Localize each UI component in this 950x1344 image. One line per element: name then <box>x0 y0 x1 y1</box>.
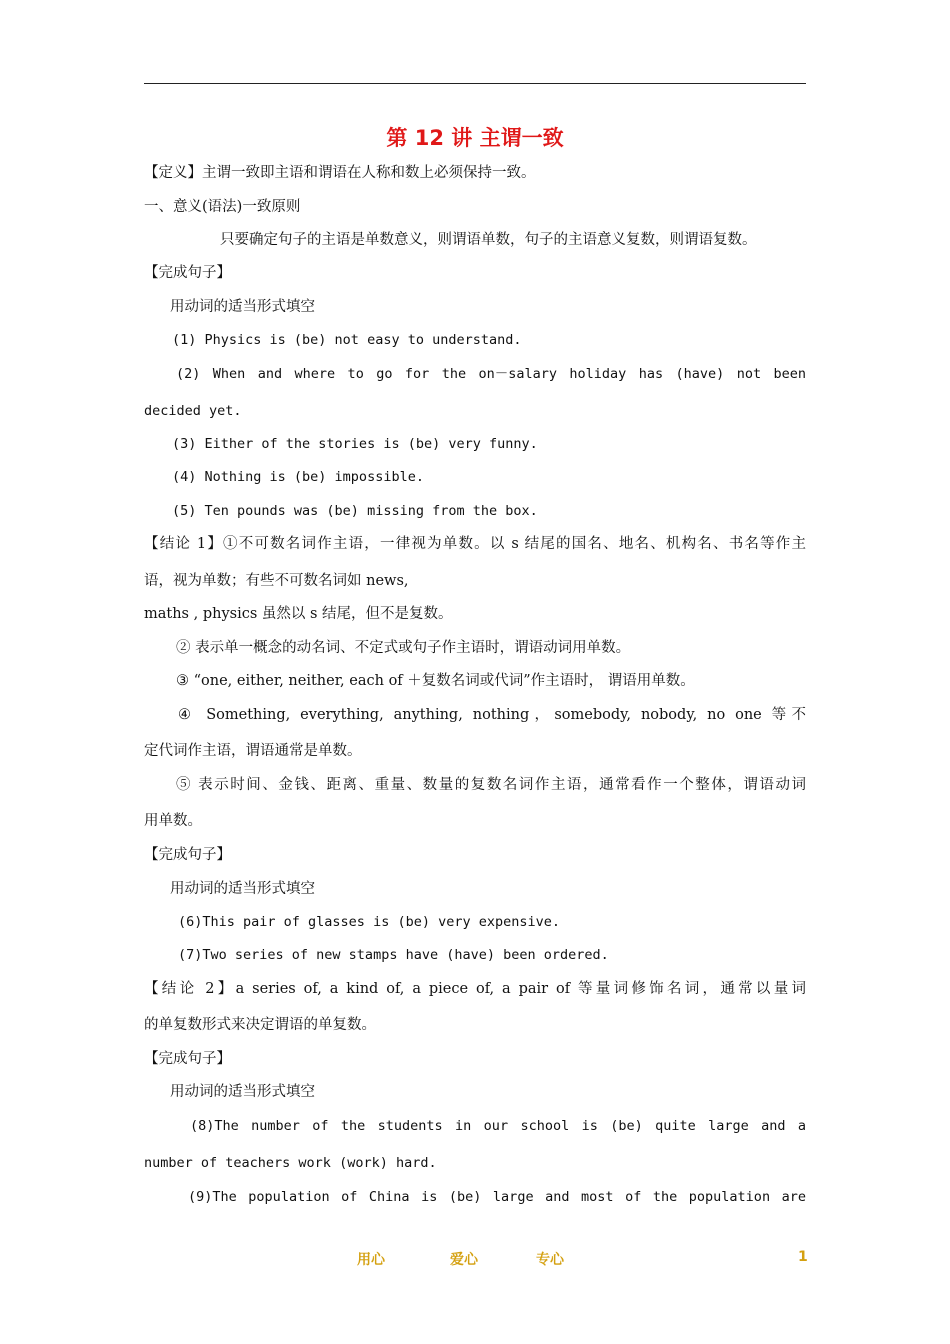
exercise-item: (6)This pair of glasses is (be) very expensive. <box>178 914 561 930</box>
section-heading: 一、意义(语法)一致原则 <box>144 199 301 215</box>
exercise-item: (8)The number of the students in our school is (be) quite large and a <box>190 1118 806 1134</box>
principle-text: 只要确定句子的主语是单数意义，则谓语单数，句子的主语意义复数，则谓语复数。 <box>220 232 757 248</box>
exercise-heading: 【完成句子】 <box>144 265 231 281</box>
footer-motto-mid: 爱心 <box>450 1252 478 1268</box>
conclusion-line: 【结论 1】①不可数名词作主语，一律视为单数。以 s 结尾的国名、地名、机构名、书名等作主 <box>144 536 806 552</box>
conclusion-line: 语，视为单数；有些不可数名词如 news, <box>144 573 409 589</box>
exercise-heading: 【完成句子】 <box>144 847 231 863</box>
exercise-item: (9)The population of China is (be) large and most of the population are <box>188 1189 806 1205</box>
exercise-item: (5) Ten pounds was (be) missing from the box. <box>172 503 538 519</box>
exercise-item-continuation: number of teachers work (work) hard. <box>144 1155 437 1171</box>
conclusion-line: maths , physics 虽然以 s 结尾，但不是复数。 <box>144 606 453 622</box>
conclusion-line: 的单复数形式来决定谓语的单复数。 <box>144 1017 376 1033</box>
exercise-instruction: 用动词的适当形式填空 <box>170 881 315 897</box>
conclusion-point-continuation: 定代词作主语，谓语通常是单数。 <box>144 743 362 759</box>
conclusion-point: ④ Something, everything, anything, nothing，somebody, nobody, no one 等不 <box>178 707 806 723</box>
exercise-item-continuation: decided yet. <box>144 403 242 419</box>
conclusion-line: 【结论 2】a series of, a kind of, a piece of, a pair of 等量词修饰名词，通常以量词 <box>144 981 806 997</box>
conclusion-point: ⑤ 表示时间、金钱、距离、重量、数量的复数名词作主语，通常看作一个整体，谓语动词 <box>176 777 806 793</box>
page-number: 1 <box>798 1249 808 1265</box>
exercise-heading: 【完成句子】 <box>144 1051 231 1067</box>
exercise-instruction: 用动词的适当形式填空 <box>170 1084 315 1100</box>
header-rule <box>144 83 806 84</box>
conclusion-point: ③ “one, either, neither, each of ＋复数名词或代词”作主语时， 谓语用单数。 <box>176 673 695 689</box>
exercise-item: (7)Two series of new stamps have (have) been ordered. <box>178 947 609 963</box>
exercise-instruction: 用动词的适当形式填空 <box>170 299 315 315</box>
lesson-title: 第 12 讲 主谓一致 <box>386 126 564 150</box>
conclusion-point: ② 表示单一概念的动名词、不定式或句子作主语时，谓语动词用单数。 <box>176 640 631 656</box>
footer-motto-left: 用心 <box>357 1252 385 1268</box>
footer-motto-right: 专心 <box>536 1252 564 1268</box>
exercise-item: (2) When and where to go for the on－salary holiday has (have) not been <box>176 366 806 382</box>
exercise-item: (3) Either of the stories is (be) very funny. <box>172 436 538 452</box>
definition-line: 【定义】主谓一致即主语和谓语在人称和数上必须保持一致。 <box>144 165 536 181</box>
exercise-item: (1) Physics is (be) not easy to understand. <box>172 332 522 348</box>
exercise-item: (4) Nothing is (be) impossible. <box>172 469 424 485</box>
conclusion-point-continuation: 用单数。 <box>144 813 202 829</box>
